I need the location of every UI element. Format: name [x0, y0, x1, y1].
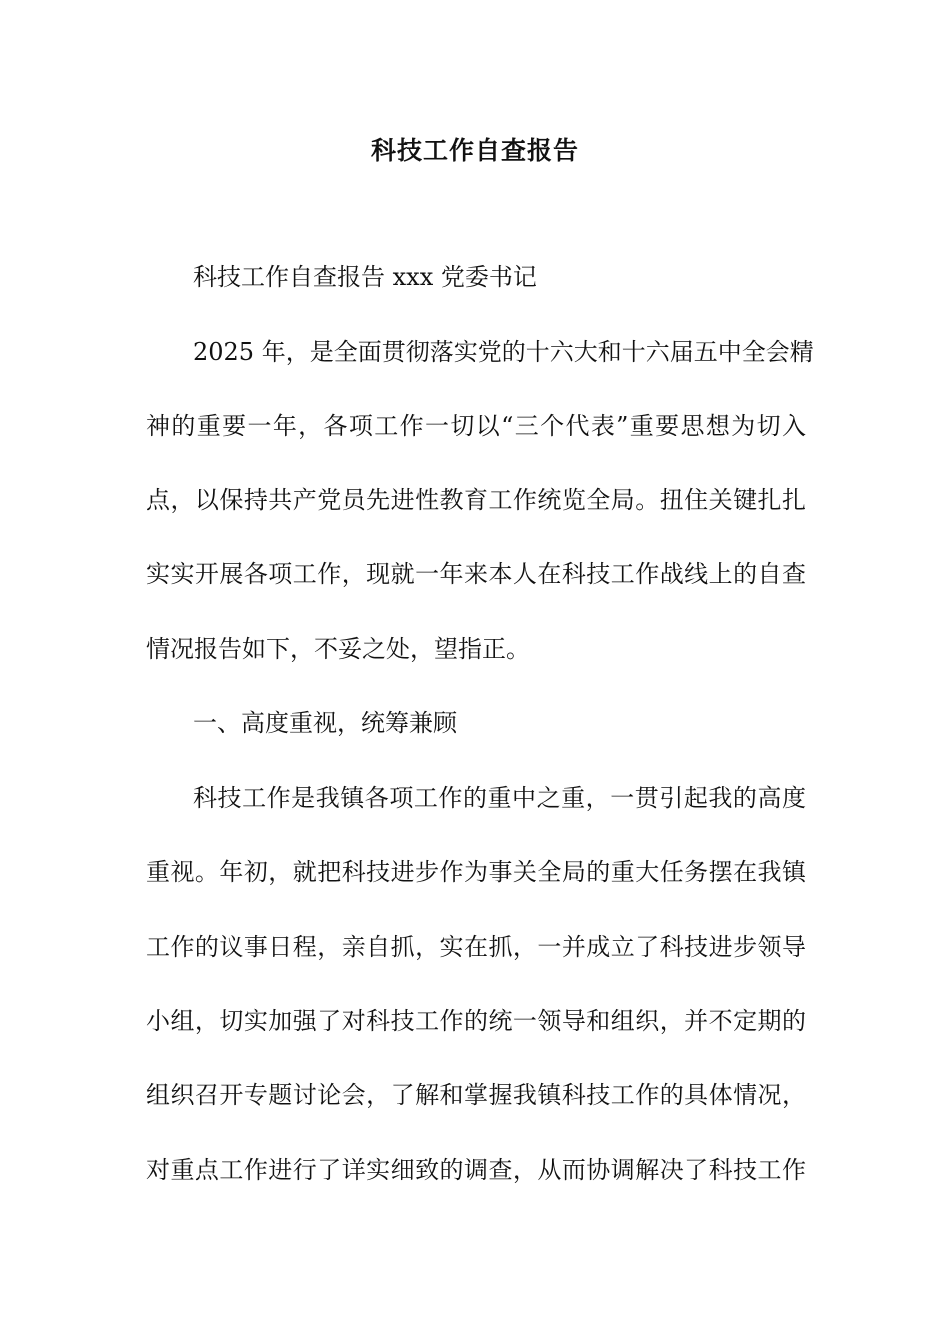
paragraph-1-line-5: 情况报告如下，不妥之处，望指正。: [146, 635, 530, 663]
paragraph-1-line-3: 点，以保持共产党员先进性教育工作统览全局。扭住关键扎扎: [146, 486, 806, 514]
paragraph-2-line-4: 小组，切实加强了对科技工作的统一领导和组织，并不定期的: [146, 1007, 806, 1035]
document-title: 科技工作自查报告: [370, 136, 579, 165]
paragraph-2-line-3: 工作的议事日程，亲自抓，实在抓，一并成立了科技进步领导: [146, 933, 806, 961]
document-subtitle: 科技工作自查报告 xxx 党委书记: [193, 263, 537, 291]
paragraph-1-line-2: 神的重要一年，各项工作一切以“三个代表”重要思想为切入: [146, 412, 806, 440]
paragraph-2-line-1: 科技工作是我镇各项工作的重中之重，一贯引起我的高度: [193, 784, 806, 812]
paragraph-1-line-4: 实实开展各项工作，现就一年来本人在科技工作战线上的自查: [146, 560, 806, 588]
section-heading-1: 一、高度重视，统筹兼顾: [193, 709, 457, 737]
paragraph-2-line-5: 组织召开专题讨论会，了解和掌握我镇科技工作的具体情况，: [146, 1081, 806, 1109]
paragraph-2-line-2: 重视。年初，就把科技进步作为事关全局的重大任务摆在我镇: [146, 858, 806, 886]
paragraph-2-line-6: 对重点工作进行了详实细致的调查，从而协调解决了科技工作: [146, 1156, 806, 1184]
paragraph-1-line-1: 2025 年，是全面贯彻落实党的十六大和十六届五中全会精: [193, 338, 814, 366]
